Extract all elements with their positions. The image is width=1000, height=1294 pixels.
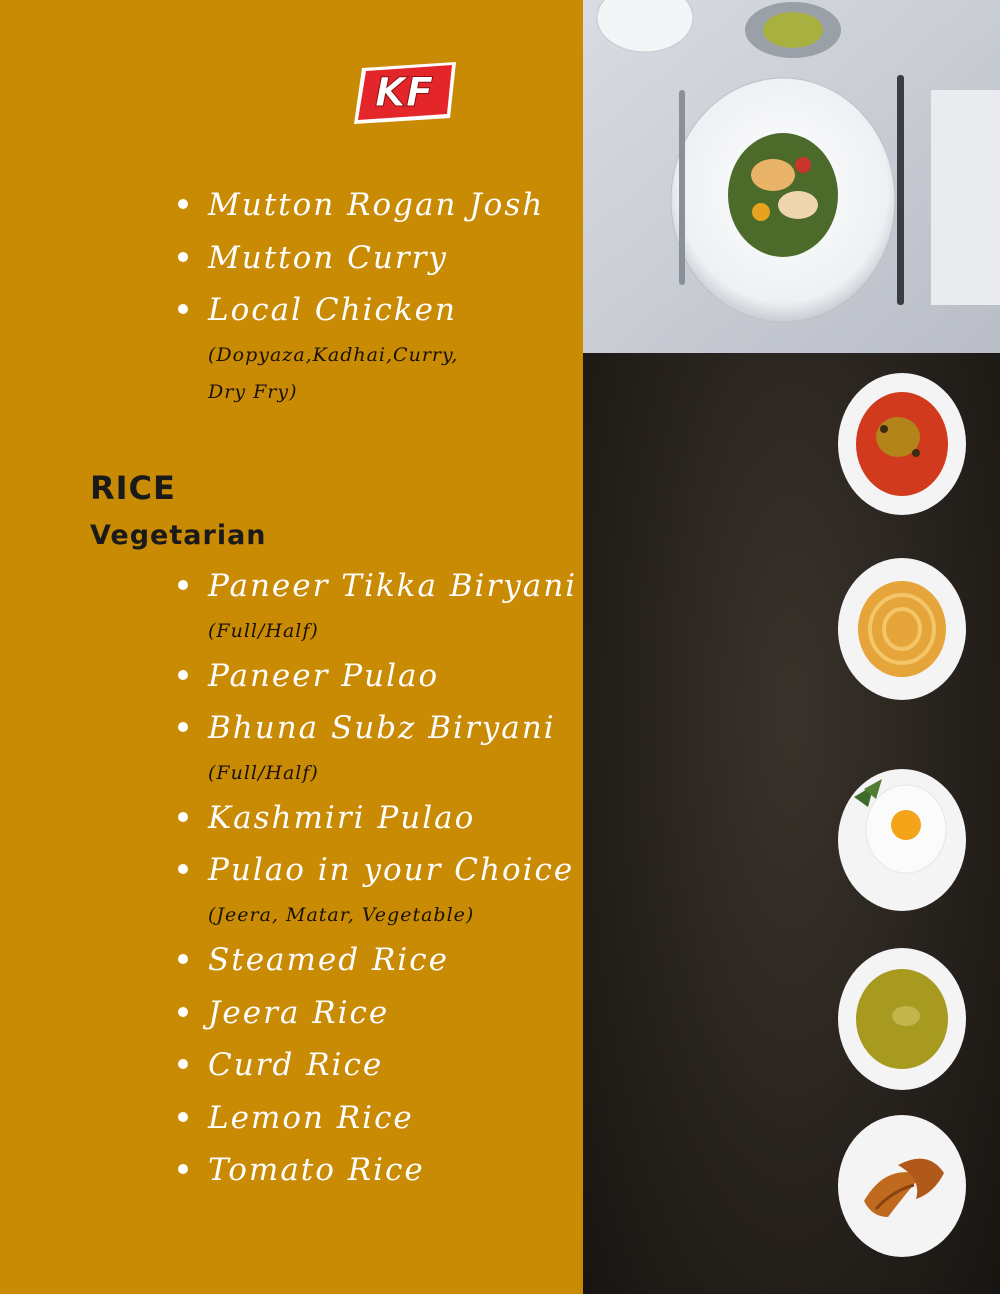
bullet xyxy=(178,864,188,874)
item-name: Local Chicken xyxy=(208,292,457,328)
item-name: Paneer Pulao xyxy=(208,658,440,694)
bullet xyxy=(178,812,188,822)
item-note: (Dopyaza,Kadhai,Curry, xyxy=(208,344,459,366)
menu-item xyxy=(178,241,448,275)
menu-item xyxy=(178,1048,383,1082)
menu-item xyxy=(178,188,544,222)
item-note: (Full/Half) xyxy=(208,620,319,642)
item-name: Tomato Rice xyxy=(208,1152,425,1188)
bullet xyxy=(178,1112,188,1122)
bullet xyxy=(178,1164,188,1174)
tomato-soup-plate xyxy=(836,371,968,517)
kf-logo xyxy=(352,62,460,124)
item-name: Curd Rice xyxy=(208,1047,384,1083)
menu-item xyxy=(178,853,574,887)
bullet xyxy=(178,1007,188,1017)
bullet xyxy=(178,670,188,680)
logo-text: KF xyxy=(374,70,434,116)
bullet xyxy=(178,580,188,590)
bullet xyxy=(178,954,188,964)
item-note: (Full/Half) xyxy=(208,762,319,784)
menu-item xyxy=(178,711,556,745)
plated-dish-photo xyxy=(583,0,1000,353)
lentil-soup-plate xyxy=(836,946,968,1092)
spaghetti-plate xyxy=(836,556,968,702)
item-name: Lemon Rice xyxy=(208,1100,414,1136)
item-name: Paneer Tikka Biryani xyxy=(208,568,578,604)
bullet xyxy=(178,304,188,314)
bullet xyxy=(178,722,188,732)
croissant-plate xyxy=(836,1113,968,1259)
item-name: Jeera Rice xyxy=(208,995,390,1031)
item-name: Mutton Curry xyxy=(208,240,448,276)
menu-item xyxy=(178,293,457,327)
item-note: (Jeera, Matar, Vegetable) xyxy=(208,904,475,926)
section-title: RICE xyxy=(90,469,176,507)
item-name: Bhuna Subz Biryani xyxy=(208,710,556,746)
bullet xyxy=(178,252,188,262)
menu-item xyxy=(178,659,439,693)
menu-item xyxy=(178,801,475,835)
menu-item xyxy=(178,569,577,603)
menu-item xyxy=(178,996,389,1030)
item-name: Steamed Rice xyxy=(208,942,449,978)
item-name: Pulao in your Choice xyxy=(208,852,575,888)
bullet xyxy=(178,199,188,209)
section-subtitle: Vegetarian xyxy=(90,520,267,551)
item-name: Mutton Rogan Josh xyxy=(208,187,545,223)
item-note: Dry Fry) xyxy=(208,381,298,403)
menu-item xyxy=(178,1101,414,1135)
bullet xyxy=(178,1059,188,1069)
menu-item xyxy=(178,943,449,977)
menu-item xyxy=(178,1153,425,1187)
fried-egg-plate xyxy=(836,767,968,913)
item-name: Kashmiri Pulao xyxy=(208,800,476,836)
